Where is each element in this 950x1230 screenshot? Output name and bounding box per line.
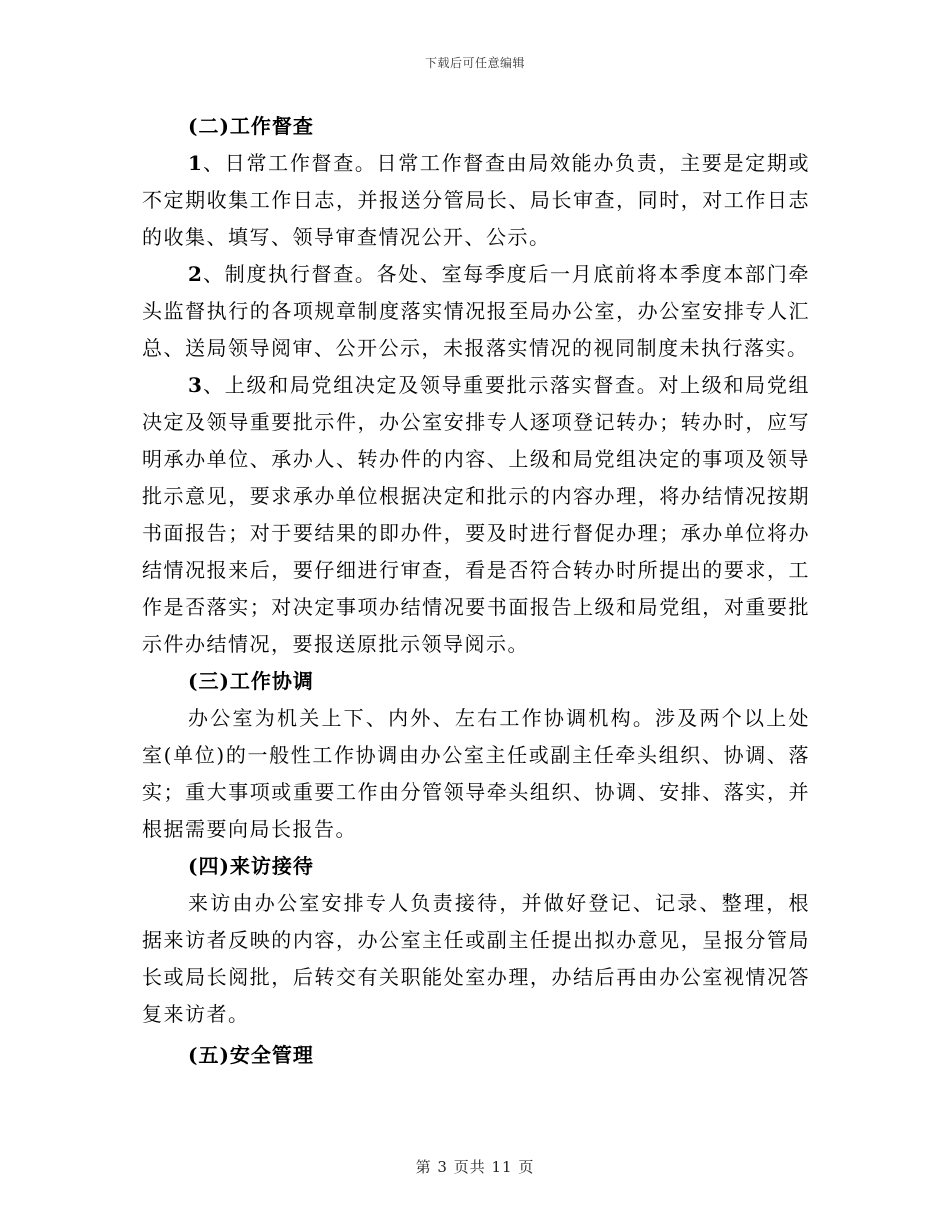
page-number-footer: 第 3 页共 11 页 bbox=[415, 1158, 535, 1176]
paragraph-text: 、上级和局党组决定及领导重要批示落实督查。对上级和局党组决定及领导重要批示件，办公室安排专人逐项登记转办；转办时，应写明承办单位、承办人、转办件的内容、上级和局党组决定的事项及领导批示意见，要求承办单位根据决定和批示的内容办理，将办结情况按期书面报告；对于要结果的即办件，要及时进行督促办理；承办单位将办结情况报来后，要仔细进行审查，看是否符合转办时所提出的要求，工作是否落实；对决定事项办结情况要书面报告上级和局党组，对重要批示件办结情况，要报送原批示领导阅示。 bbox=[142, 373, 810, 656]
paragraph-daily-supervision bbox=[142, 145, 810, 256]
section-heading-coordination: (三)工作协调 bbox=[188, 669, 314, 693]
paragraph-instruction-supervision bbox=[142, 367, 810, 663]
section-heading-reception: (四)来访接待 bbox=[188, 854, 314, 878]
paragraph-number: 3 bbox=[188, 373, 203, 397]
paragraph-reception: 来访由办公室安排专人负责接待，并做好登记、记录、整理，根据来访者反映的内容，办公室主任或副主任提出拟办意见，呈报分管局长或局长阅批，后转交有关职能处室办理，办结后再由办公室视情况答复来访者。 bbox=[142, 891, 810, 1026]
document-body bbox=[142, 108, 810, 1074]
paragraph-coordination: 办公室为机关上下、内外、左右工作协调机构。涉及两个以上处室(单位)的一般性工作协调由办公室主任或副主任牵头组织、协调、落实；重大事项或重要工作由分管领导牵头组织、协调、安排、落实，并根据需要向局长报告。 bbox=[142, 706, 810, 841]
header-note: 下载后可任意编辑 bbox=[424, 56, 525, 70]
section-heading-safety: (五)安全管理 bbox=[188, 1043, 314, 1067]
paragraph-text: 、制度执行督查。各处、室每季度后一月底前将本季度本部门牵头监督执行的各项规章制度落实情况报至局办公室，办公室安排专人汇总、送局领导阅审、公开公示，未报落实情况的视同制度未执行落实。 bbox=[142, 262, 810, 360]
paragraph-number: 2 bbox=[188, 262, 203, 286]
paragraph-number: 1 bbox=[188, 151, 203, 175]
section-heading-supervision: (二)工作督查 bbox=[188, 114, 314, 138]
paragraph-policy-supervision bbox=[142, 256, 810, 367]
paragraph-text: 、日常工作督查。日常工作督查由局效能办负责，主要是定期或不定期收集工作日志，并报送分管局长、局长审查，同时，对工作日志的收集、填写、领导审查情况公开、公示。 bbox=[142, 151, 810, 249]
